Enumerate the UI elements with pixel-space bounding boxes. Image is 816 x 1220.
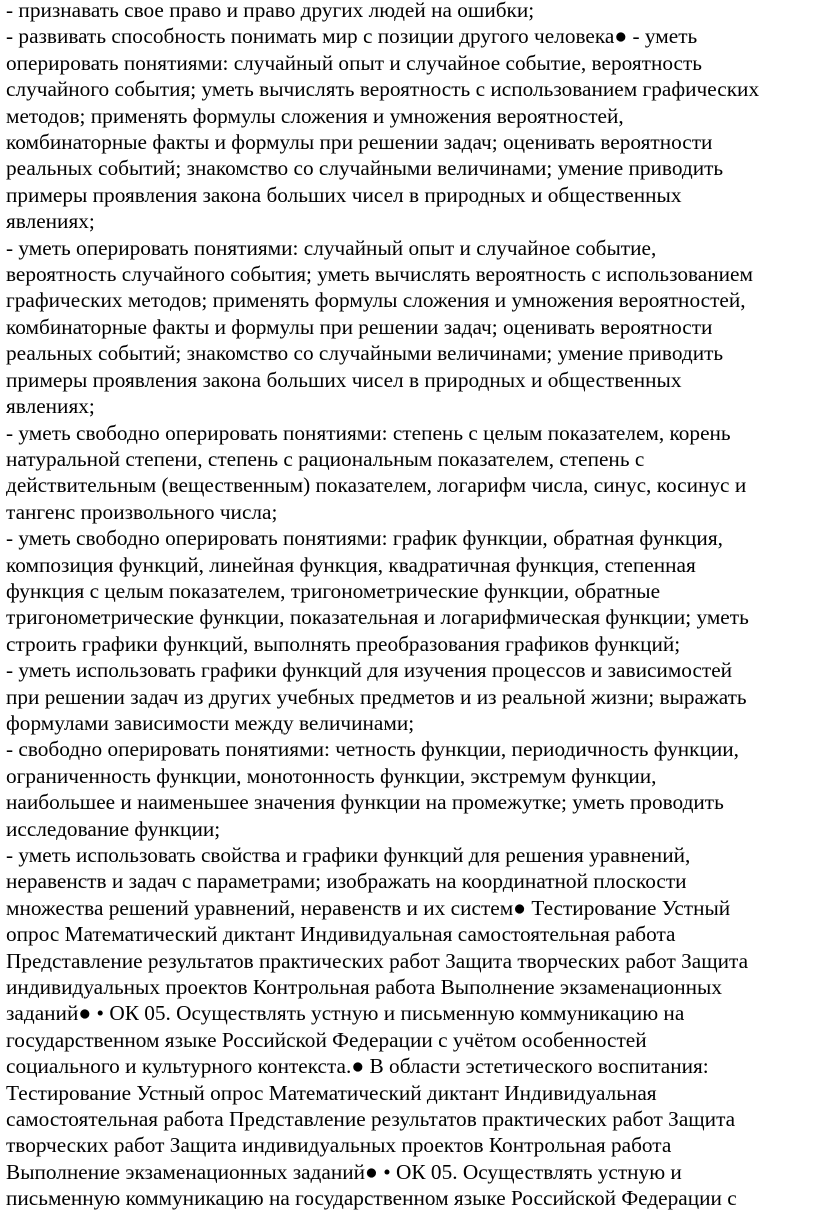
- text-line: Представление результатов практических работ Защита творческих работ Защита: [6, 948, 749, 973]
- text-line: методов; применять формулы сложения и умножения вероятностей,: [6, 103, 624, 128]
- text-line: реальных событий; знакомство со случайными величинами; умение приводить: [6, 341, 724, 366]
- text-line: письменную коммуникацию на государственном языке Российской Федерации с: [6, 1186, 737, 1211]
- text-line: - уметь использовать свойства и графики функций для решения уравнений,: [6, 843, 691, 867]
- text-line: явлениях;: [6, 209, 95, 234]
- text-line: тригонометрические функции, показательная и логарифмическая функции; уметь: [6, 605, 749, 630]
- text-line: строить графики функций, выполнять преобразования графиков функций;: [6, 631, 681, 656]
- text-line: - уметь оперировать понятиями: случайный опыт и случайное событие,: [6, 235, 657, 260]
- text-line: вероятность случайного события; уметь вычислять вероятность с использованием: [6, 262, 753, 287]
- text-line: ограниченность функции, монотонность функции, экстремум функции,: [6, 763, 657, 788]
- text-line: опрос Математический диктант Индивидуальная самостоятельная работа: [6, 922, 676, 947]
- text-line: самостоятельная работа Представление результатов практических работ Защита: [6, 1107, 736, 1132]
- text-line: творческих работ Защита индивидуальных проектов Контрольная работа: [6, 1133, 672, 1158]
- text-line: - уметь свободно оперировать понятиями: степень с целым показателем, корень: [6, 420, 731, 445]
- text-line: реальных событий; знакомство со случайными величинами; умение приводить: [6, 156, 724, 181]
- text-line: тангенс произвольного числа;: [6, 499, 278, 524]
- text-line: индивидуальных проектов Контрольная работа Выполнение экзаменационных: [6, 975, 722, 1000]
- text-line: исследование функции;: [6, 816, 221, 841]
- text-line: социального и культурного контекста.● В области эстетического воспитания:: [6, 1054, 709, 1079]
- text-line: при решении задач из других учебных предметов и из реальной жизни; выражать: [6, 684, 747, 709]
- text-line: наибольшее и наименьшее значения функции на промежутке; уметь проводить: [6, 790, 724, 815]
- text-line: примеры проявления закона больших чисел в природных и общественных: [6, 367, 682, 392]
- text-line: - развивать способность понимать мир с позиции другого человека● - уметь: [6, 24, 698, 49]
- text-line: действительным (вещественным) показателем, логарифм числа, синус, косинус и: [6, 473, 747, 498]
- text-line: - признавать свое право и право других людей на ошибки;: [6, 0, 535, 22]
- text-line: - свободно оперировать понятиями: четность функции, периодичность функции,: [6, 737, 739, 762]
- text-line: множества решений уравнений, неравенств и их систем● Тестирование Устный: [6, 895, 731, 920]
- text-line: комбинаторные факты и формулы при решении задач; оценивать вероятности: [6, 130, 713, 155]
- text-line: композиция функций, линейная функция, квадратичная функция, степенная: [6, 552, 696, 577]
- text-line: государственном языке Российской Федерации с учётом особенностей: [6, 1027, 647, 1052]
- text-line: неравенств и задач с параметрами; изображать на координатной плоскости: [6, 869, 687, 894]
- text-line: формулами зависимости между величинами;: [6, 710, 415, 735]
- text-line: случайного события; уметь вычислять вероятность с использованием графических: [6, 77, 760, 102]
- text-line: заданий● • ОК 05. Осуществлять устную и письменную коммуникацию на: [6, 1001, 685, 1026]
- text-line: - уметь использовать графики функций для изучения процессов и зависимостей: [6, 658, 733, 683]
- text-line: графических методов; применять формулы сложения и умножения вероятностей,: [6, 288, 746, 313]
- text-line: оперировать понятиями: случайный опыт и случайное событие, вероятность: [6, 50, 702, 75]
- text-line: функция с целым показателем, тригонометрические функции, обратные: [6, 578, 661, 603]
- text-line: комбинаторные факты и формулы при решении задач; оценивать вероятности: [6, 314, 713, 339]
- text-line: Выполнение экзаменационных заданий● • ОК 05. Осуществлять устную и: [6, 1159, 682, 1184]
- document-body: [6, 0, 812, 1212]
- text-line: примеры проявления закона больших чисел в природных и общественных: [6, 182, 682, 207]
- text-line: Тестирование Устный опрос Математический диктант Индивидуальная: [6, 1080, 657, 1105]
- text-line: натуральной степени, степень с рациональным показателем, степень с: [6, 446, 645, 471]
- text-line: - уметь свободно оперировать понятиями: график функции, обратная функция,: [6, 526, 723, 551]
- text-line: явлениях;: [6, 394, 95, 419]
